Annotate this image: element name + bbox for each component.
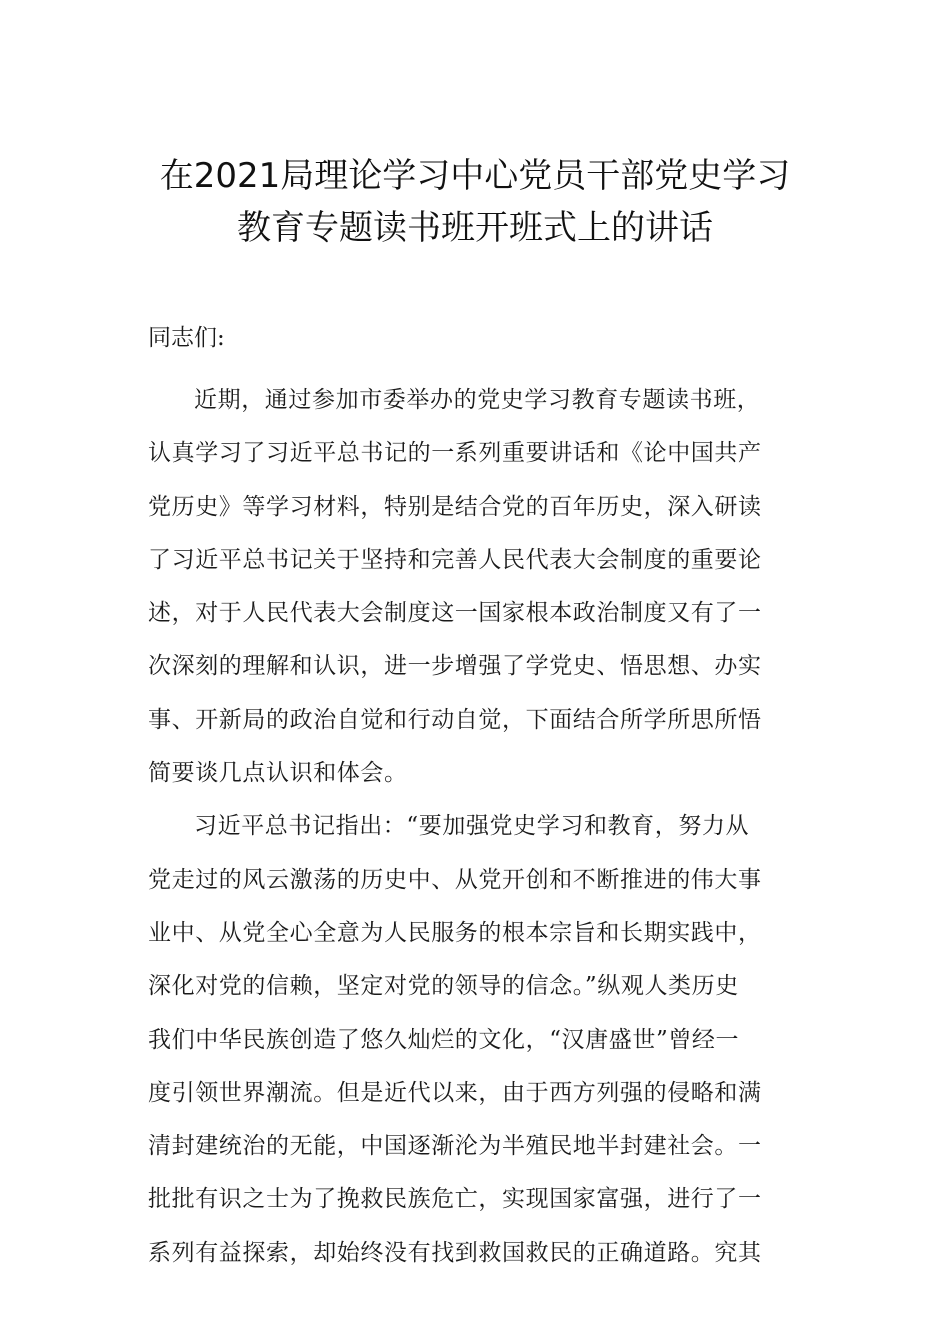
paragraph-1-line: 次深刻的理解和认识，进一步增强了学党史、悟思想、办实 xyxy=(148,653,762,680)
document-title xyxy=(0,150,950,254)
paragraph-2-line: 党走过的风云激荡的历史中、从党开创和不断推进的伟大事 xyxy=(148,866,762,893)
paragraph-2-line: 业中、从党全心全意为人民服务的根本宗旨和长期实践中， xyxy=(148,919,762,946)
paragraph-2-line: 清封建统治的无能，中国逐渐沦为半殖民地半封建社会。一 xyxy=(148,1133,762,1160)
paragraph-2-line: 度引领世界潮流。但是近代以来，由于西方列强的侵略和满 xyxy=(148,1079,762,1106)
paragraph-2-line: 深化对党的信赖，坚定对党的领导的信念。”纵观人类历史 xyxy=(148,973,739,1000)
paragraph-2-line: 系列有益探索，却始终没有找到救国救民的正确道路。究其 xyxy=(148,1239,762,1266)
body-text xyxy=(148,374,808,1280)
paragraph-1-line: 党历史》等学习材料，特别是结合党的百年历史，深入研读 xyxy=(148,493,762,520)
title-line-2: 教育专题读书班开班式上的讲话 xyxy=(237,208,713,248)
paragraph-2-line: 批批有识之士为了挽救民族危亡，实现国家富强，进行了一 xyxy=(148,1186,762,1213)
paragraph-1-line: 近期，通过参加市委举办的党史学习教育专题读书班， xyxy=(194,387,761,413)
paragraph-1-line: 事、开新局的政治自觉和行动自觉，下面结合所学所思所悟 xyxy=(148,706,762,733)
title-line-1: 在2021局理论学习中心党员干部党史学习 xyxy=(159,156,791,196)
salutation: 同志们: xyxy=(148,325,225,351)
paragraph-1-line: 了习近平总书记关于坚持和完善人民代表大会制度的重要论 xyxy=(148,546,762,573)
paragraph-1-line: 简要谈几点认识和体会。 xyxy=(148,760,408,787)
paragraph-1-line: 述，对于人民代表大会制度这一国家根本政治制度又有了一 xyxy=(148,600,762,627)
paragraph-1-line: 认真学习了习近平总书记的一系列重要讲话和《论中国共产 xyxy=(148,440,762,467)
paragraph-2-line: 习近平总书记指出：“要加强党史学习和教育，努力从 xyxy=(194,813,750,840)
paragraph-2-line: 我们中华民族创造了悠久灿烂的文化，“汉唐盛世”曾经一 xyxy=(148,1026,740,1053)
